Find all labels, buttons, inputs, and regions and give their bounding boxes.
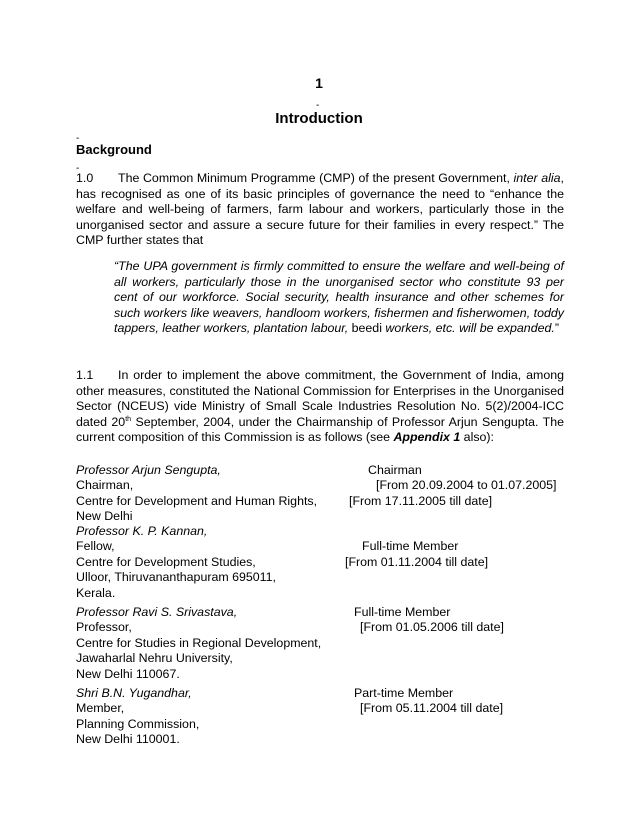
member-location: Ulloor, Thiruvananthapuram 695011, bbox=[76, 570, 276, 585]
member-tenure: [From 17.11.2005 till date] bbox=[349, 493, 493, 508]
member-details bbox=[76, 463, 356, 525]
bullet-mark: - bbox=[76, 163, 80, 174]
member-role: Part-time Member bbox=[354, 686, 454, 700]
quote-text: “The UPA government is firmly committed to ensure the welfare and well-being of all workers, particularly those in the unorganised sector who constitute 93 per cent of our workforce. Social security, health insurance and other schemes for such workers like weavers, handloom workers, fishermen and fisherwomen, toddy tappers, leather workers, plantation labour, bbox=[114, 259, 564, 336]
chapter-title: Introduction bbox=[275, 110, 363, 127]
member-location: Kerala. bbox=[76, 585, 116, 600]
superscript: th bbox=[125, 415, 132, 423]
member-name: Professor Arjun Sengupta, bbox=[76, 463, 221, 477]
paragraph-number: 1.1 bbox=[76, 368, 94, 382]
member-role: Full-time Member bbox=[354, 605, 451, 619]
appendix-reference: Appendix 1 bbox=[393, 430, 461, 445]
paragraph-text: The Common Minimum Programme (CMP) of the present Government, bbox=[118, 171, 514, 185]
member-details bbox=[76, 686, 356, 748]
section-heading: Background bbox=[76, 142, 152, 157]
member-designation: Chairman, bbox=[76, 478, 134, 493]
member-designation: Professor, bbox=[76, 620, 132, 635]
member-name: Professor Ravi S. Srivastava, bbox=[76, 605, 238, 619]
member-tenure: [From 01.11.2004 till date] bbox=[345, 554, 489, 569]
member-name: Shri B.N. Yugandhar, bbox=[76, 686, 192, 700]
paragraph-text: also): bbox=[460, 430, 494, 445]
member-role: Chairman bbox=[368, 463, 422, 477]
member-location: New Delhi bbox=[76, 509, 133, 524]
paragraph-text: , has recognised as one of its basic principles of governance the need to “enhance the welfare and well-being of farmers, farm labour and workers, particularly those in the unorganised sector and assure a secure future for their families in every respect.” The CMP further states that bbox=[76, 171, 564, 248]
paragraph-italic-text: inter alia bbox=[513, 171, 561, 185]
member-details bbox=[76, 605, 356, 682]
member-tenure: [From 20.09.2004 to 01.07.2005] bbox=[376, 478, 557, 493]
member-location: New Delhi 110001. bbox=[76, 732, 180, 747]
member-tenure: [From 05.11.2004 till date] bbox=[360, 701, 504, 716]
chapter-number: 1 bbox=[315, 75, 323, 91]
quote-upright-text: beedi bbox=[351, 321, 382, 336]
quote-close-mark: ” bbox=[554, 321, 559, 336]
member-name: Professor K. P. Kannan, bbox=[76, 524, 208, 538]
quote-text: workers, etc. will be expanded. bbox=[381, 321, 555, 336]
cmp-quote bbox=[114, 259, 564, 337]
member-details bbox=[76, 524, 356, 601]
member-designation: Fellow, bbox=[76, 539, 115, 554]
paragraph-1-0 bbox=[76, 171, 564, 249]
bullet-mark: - bbox=[316, 100, 320, 111]
paragraph-number: 1.0 bbox=[76, 171, 94, 185]
paragraph-text: In order to implement the above commitment, the Government of India, among other measures, constituted the National Commission for Enterprises in the Unorganised Sector (NCEUS) vide Ministry of Small Scale Industries Resolution No. 5(2)/2004-ICC dated 20 bbox=[76, 368, 564, 429]
member-role: Full-time Member bbox=[362, 539, 459, 554]
member-organisation: Centre for Development and Human Rights, bbox=[76, 493, 318, 508]
paragraph-1-1 bbox=[76, 368, 564, 446]
member-location: New Delhi 110067. bbox=[76, 666, 180, 681]
member-organisation: Centre for Development Studies, bbox=[76, 554, 256, 569]
bullet-mark: - bbox=[76, 133, 80, 144]
member-organisation: Centre for Studies in Regional Development, bbox=[76, 635, 322, 650]
member-designation: Member, bbox=[76, 701, 125, 716]
member-organisation: Planning Commission, bbox=[76, 716, 200, 731]
member-tenure: [From 01.05.2006 till date] bbox=[360, 620, 504, 635]
paragraph-text: September, 2004, under the Chairmanship of Professor Arjun Sengupta. The current composition of this Commission is as follows (see bbox=[76, 414, 565, 445]
member-organisation: Jawaharlal Nehru University, bbox=[76, 651, 233, 666]
